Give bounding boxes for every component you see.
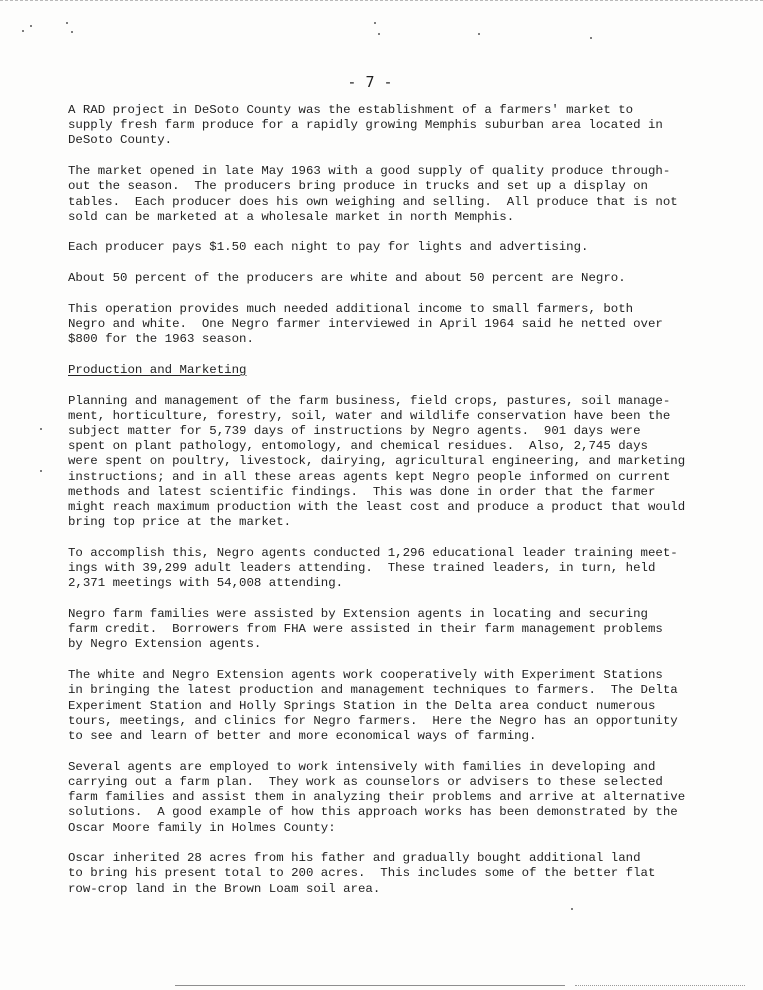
paragraph: Negro farm families were assisted by Extension agents in locating and securing farm credit. Borrowers from FHA were assisted in their farm management problems by Negro Extension agents. [68,607,663,652]
top-border [0,0,763,1]
paragraph: Each producer pays $1.50 each night to pay for lights and advertising. [68,240,589,255]
paragraph: Oscar inherited 28 acres from his father and gradually bought additional land to bring his present total to 200 acres. This includes some of the better flat row-crop land in the Brown Loam soil area. [68,851,656,896]
paragraph: To accomplish this, Negro agents conducted 1,296 educational leader training meet- ings with 39,299 adult leaders attending. These trained leaders, in turn, held 2,371 meetings with 54,008 attending. [68,545,678,591]
page-number: - 7 - [347,73,393,91]
scan-speck [71,31,73,33]
bottom-dotted-rule [575,985,745,986]
bottom-rule [175,985,565,986]
scan-speck [590,37,592,39]
paragraph: The white and Negro Extension agents work cooperatively with Experiment Stations in bringing the latest production and management techniques to farmers. The Delta Experiment Station and Holly Springs Station in the Delta area conduct numerous tours, meetings, and clinics for Negro farmers. Here the Negro has an opportunity to see and learn of better and more economical ways of farming. [68,668,678,743]
paragraph: About 50 percent of the producers are white and about 50 percent are Negro. [68,271,626,286]
scan-speck [40,428,42,430]
scan-speck [478,33,480,35]
body-text [68,103,708,912]
paragraph: This operation provides much needed additional income to small farmers, both Negro and white. One Negro farmer interviewed in April 1964 said he netted over $800 for the 1963 season. [68,301,663,347]
paragraph: A RAD project in DeSoto County was the establishment of a farmers' market to supply fresh farm produce for a rapidly growing Memphis suburban area located in DeSoto County. [68,103,663,148]
section-heading: Production and Marketing [68,362,247,377]
scan-speck [66,22,68,24]
paragraph: Several agents are employed to work intensively with families in developing and carrying out a farm plan. They work as counselors or advisers to these selected farm families and assist them in analyzing their problems and arrive at alternative solutions. A good example of how this approach works has been demonstrated by the Oscar Moore family in Holmes County: [68,759,686,835]
scan-speck [40,470,42,472]
paragraph: Planning and management of the farm business, field crops, pastures, soil manage- ment, horticulture, forestry, soil, water and wildlife conservation have been the subject matter for 5,739 days of instructions by Negro agents. 901 days were spent on plant pathology, entomology, and chemical residues. Also, 2,745 days were spent on poultry, livestock, dairying, agricultural engineering, and marketing instructions; and in all these areas agents kept Negro people informed on current methods and latest scientific findings. This was done in order that the farmer might reach maximum production with the least cost and produce a product that would bring top price at the market. [68,393,686,530]
scan-speck [374,22,376,24]
scan-speck [30,25,32,27]
scan-speck [378,33,380,35]
scan-speck [22,30,24,32]
paragraph: The market opened in late May 1963 with a good supply of quality produce through- out the season. The producers bring produce in trucks and set up a display on tables. Each producer does his own weighing and selling. All produce that is not sold can be marketed at a wholesale market in north Memphis. [68,164,678,224]
